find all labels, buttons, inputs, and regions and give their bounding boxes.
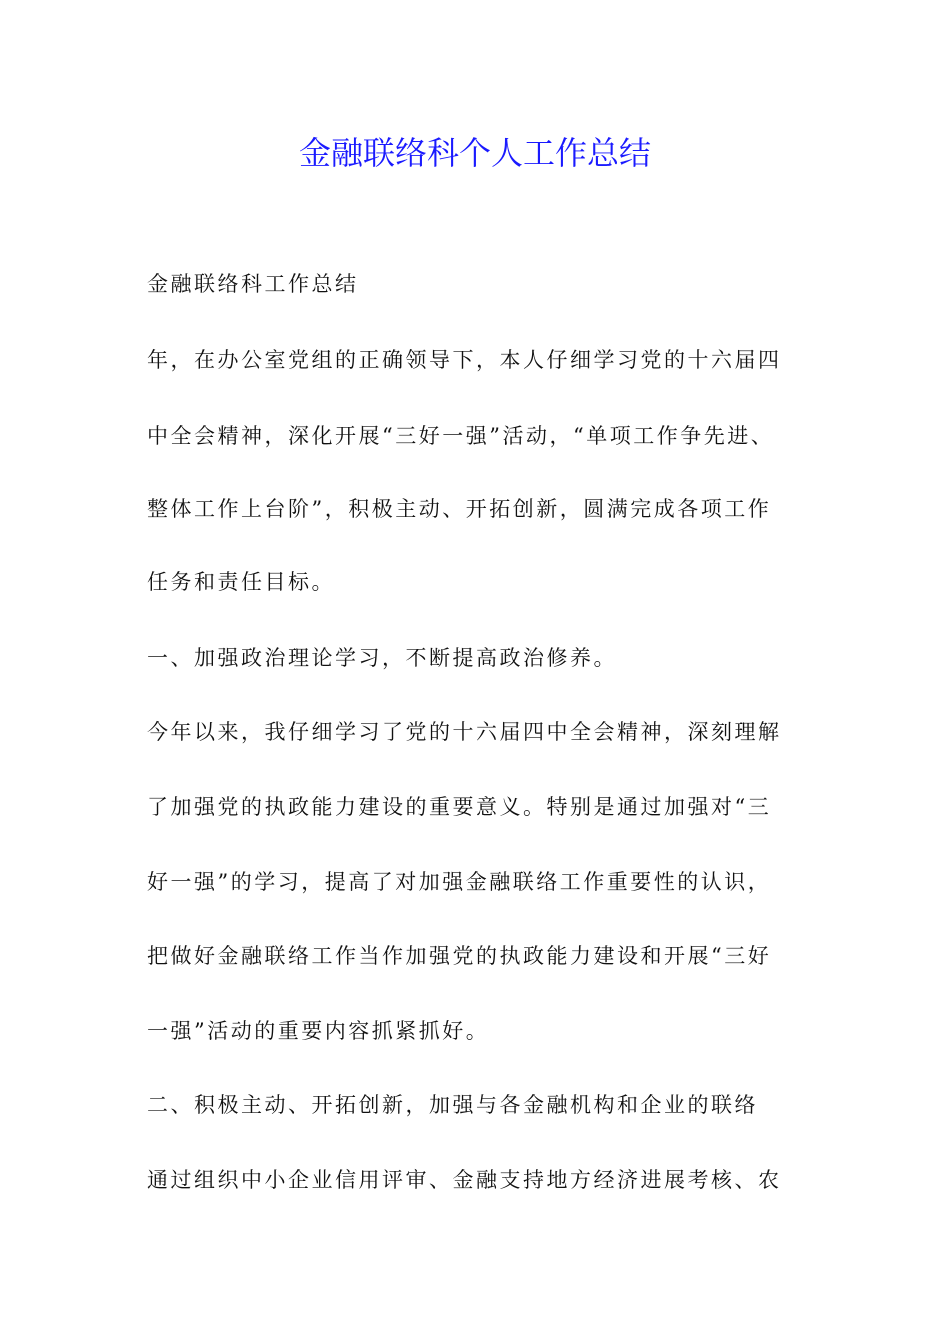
body-line: 好一强”的学习，提高了对加强金融联络工作重要性的认识， — [147, 870, 772, 894]
body-line: 中全会精神，深化开展“三好一强”活动，“单项工作争先进、 — [147, 424, 775, 448]
body-line: 把做好金融联络工作当作加强党的执政能力建设和开展“三好 — [147, 944, 772, 968]
body-line: 今年以来，我仔细学习了党的十六届四中全会精神，深刻理解 — [147, 720, 782, 744]
body-line: 了加强党的执政能力建设的重要意义。特别是通过加强对“三 — [147, 795, 772, 819]
body-line: 整体工作上台阶”，积极主动、开拓创新，圆满完成各项工作 — [147, 497, 772, 521]
section-heading-1: 一、加强政治理论学习，不断提高政治修养。 — [147, 646, 617, 670]
document-title: 金融联络科个人工作总结 — [298, 134, 651, 172]
body-line: 一强”活动的重要内容抓紧抓好。 — [147, 1019, 490, 1043]
body-line: 任务和责任目标。 — [147, 570, 335, 594]
subtitle-line: 金融联络科工作总结 — [147, 272, 359, 296]
body-line: 通过组织中小企业信用评审、金融支持地方经济进展考核、农 — [147, 1168, 782, 1192]
section-heading-2: 二、积极主动、开拓创新，加强与各金融机构和企业的联络 — [147, 1093, 758, 1117]
body-line: 年，在办公室党组的正确领导下，本人仔细学习党的十六届四 — [147, 348, 782, 372]
